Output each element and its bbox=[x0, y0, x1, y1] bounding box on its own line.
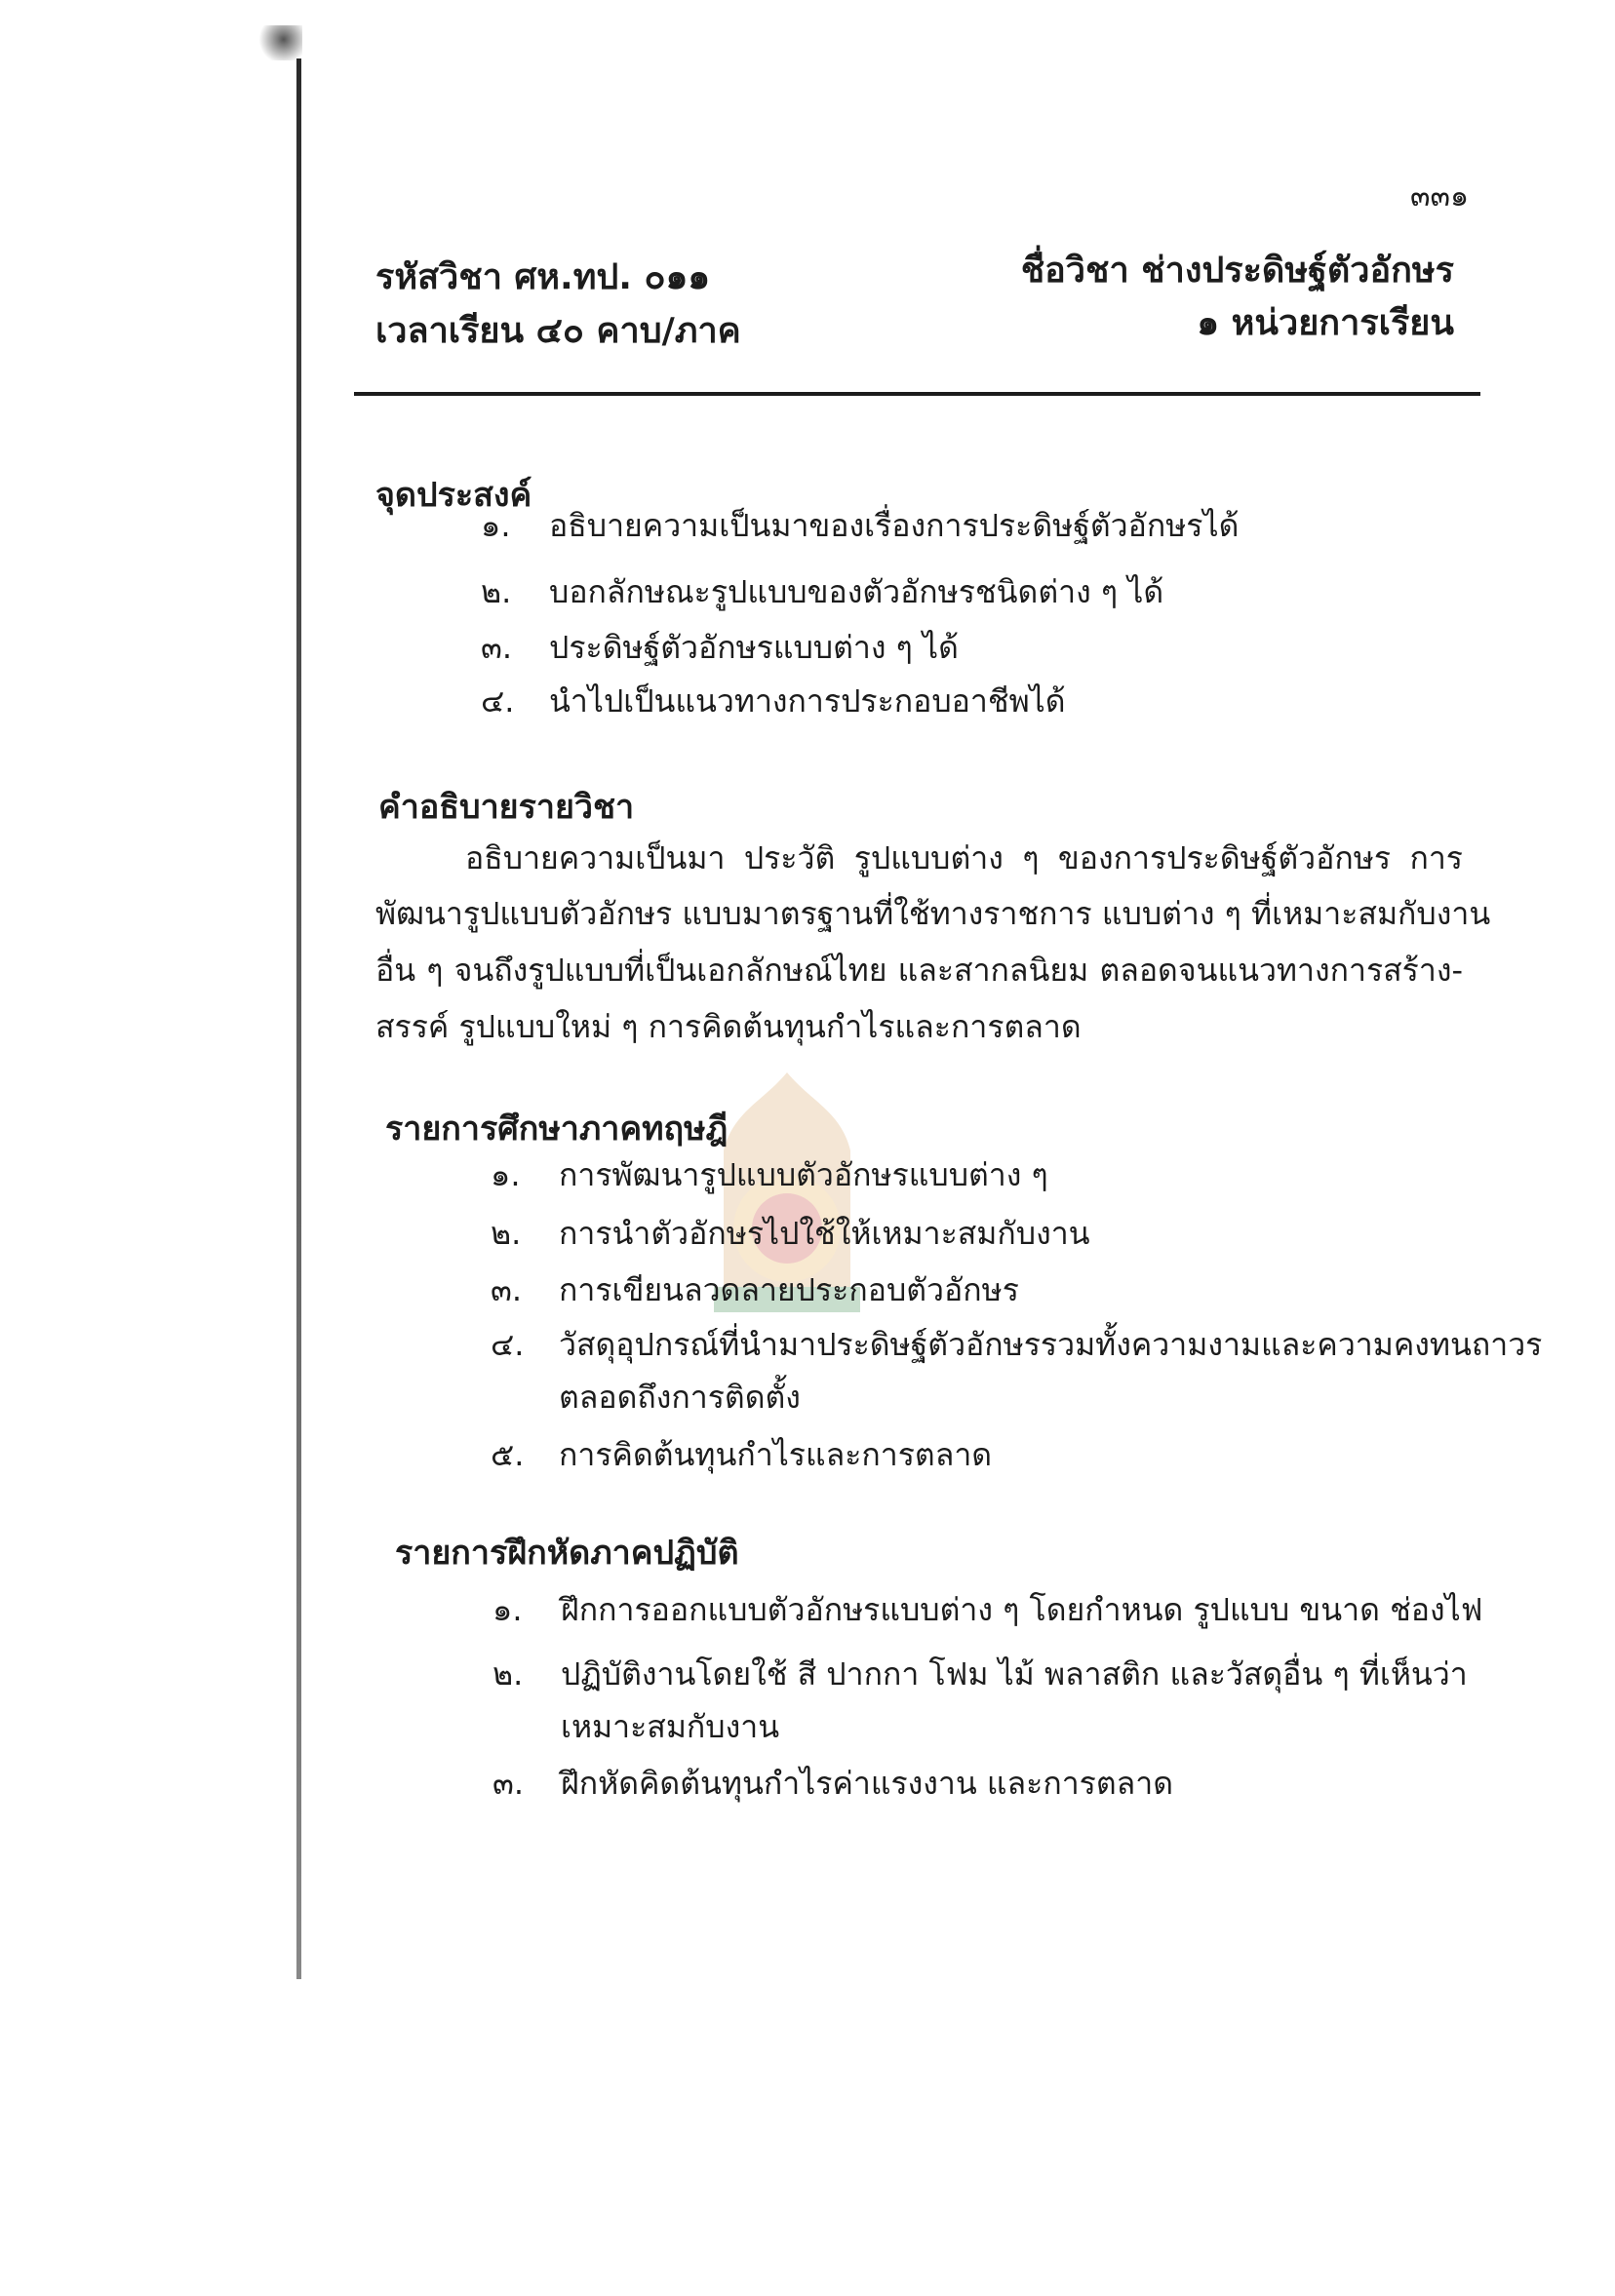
study-time: เวลาเรียน ๔๐ คาบ/ภาค bbox=[375, 311, 741, 351]
item-number: ๒. bbox=[492, 1655, 524, 1693]
item-text: การนำตัวอักษรไปใช้ให้เหมาะสมกับงาน bbox=[559, 1215, 1090, 1252]
item-number: ๒. bbox=[481, 573, 512, 610]
item-number: ๓. bbox=[481, 629, 513, 666]
item-number: ๔. bbox=[481, 682, 515, 720]
objectives-title: จุดประสงค์ bbox=[375, 476, 532, 515]
practice-title: รายการฝึกหัดภาคปฏิบัติ bbox=[395, 1534, 739, 1573]
objective-item bbox=[481, 675, 1066, 727]
objective-item bbox=[481, 565, 1163, 618]
practice-item bbox=[492, 1583, 1482, 1636]
item-number: ๓. bbox=[491, 1271, 523, 1308]
theory-item bbox=[491, 1264, 1019, 1316]
page-number: ๓๓๑ bbox=[1409, 179, 1469, 214]
item-number: ๑. bbox=[481, 507, 511, 544]
scan-shadow bbox=[256, 25, 302, 60]
item-number: ๔. bbox=[491, 1326, 525, 1363]
item-text: วัสดุอุปกรณ์ที่นำมาประดิษฐ์ตัวอักษรรวมทั้งความงามและความคงทนถาวร bbox=[559, 1326, 1543, 1363]
item-number: ๑. bbox=[492, 1591, 523, 1628]
item-text: เหมาะสมกับงาน bbox=[561, 1708, 780, 1745]
item-text: บอกลักษณะรูปแบบของตัวอักษรชนิดต่าง ๆ ได้ bbox=[549, 573, 1164, 610]
theory-item bbox=[491, 1428, 992, 1481]
item-number: ๒. bbox=[491, 1215, 522, 1252]
item-text: ฝึกการออกแบบตัวอักษรแบบต่าง ๆ โดยกำหนด รูปแบบ ขนาด ช่องไฟ bbox=[561, 1591, 1483, 1628]
theory-item bbox=[491, 1207, 1090, 1260]
header-divider bbox=[354, 392, 1480, 396]
item-number: ๑. bbox=[491, 1156, 521, 1193]
item-text: ปฏิบัติงานโดยใช้ สี ปากกา โฟม ไม้ พลาสติก และวัสดุอื่น ๆ ที่เห็นว่า bbox=[561, 1655, 1468, 1693]
practice-item bbox=[492, 1648, 1468, 1700]
item-text: การคิดต้นทุนกำไรและการตลาด bbox=[559, 1436, 993, 1473]
theory-item-continuation bbox=[559, 1371, 801, 1423]
description-line: สรรค์ รูปแบบใหม่ ๆ การคิดต้นทุนกำไรและการตลาด bbox=[375, 1008, 1082, 1045]
theory-title: รายการศึกษาภาคทฤษฎี bbox=[385, 1109, 729, 1148]
item-text: นำไปเป็นแนวทางการประกอบอาชีพได้ bbox=[549, 682, 1066, 720]
description-line: อื่น ๆ จนถึงรูปแบบที่เป็นเอกลักษณ์ไทย และสากลนิยม ตลอดจนแนวทางการสร้าง- bbox=[375, 952, 1463, 989]
theory-item bbox=[491, 1148, 1048, 1201]
course-name: ชื่อวิชา ช่างประดิษฐ์ตัวอักษร bbox=[1020, 251, 1454, 291]
item-text: ตลอดถึงการติดตั้ง bbox=[559, 1379, 801, 1416]
description-title: คำอธิบายรายวิชา bbox=[378, 788, 635, 827]
item-text: การพัฒนารูปแบบตัวอักษรแบบต่าง ๆ bbox=[559, 1156, 1048, 1193]
course-code: รหัสวิชา ศห.ทป. ๐๑๑ bbox=[375, 257, 711, 297]
scan-binding-edge bbox=[296, 58, 301, 1979]
practice-item bbox=[492, 1757, 1173, 1810]
item-number: ๕. bbox=[491, 1436, 525, 1473]
item-text: อธิบายความเป็นมาของเรื่องการประดิษฐ์ตัวอักษรได้ bbox=[549, 507, 1240, 544]
item-text: ฝึกหัดคิดต้นทุนกำไรค่าแรงงาน และการตลาด bbox=[561, 1765, 1173, 1802]
practice-item-continuation bbox=[561, 1700, 779, 1753]
course-units: ๑ หน่วยการเรียน bbox=[1197, 303, 1454, 343]
description-line: อธิบายความเป็นมา ประวัติ รูปแบบต่าง ๆ ของการประดิษฐ์ตัวอักษร การ bbox=[465, 839, 1463, 876]
description-line: พัฒนารูปแบบตัวอักษร แบบมาตรฐานที่ใช้ทางราชการ แบบต่าง ๆ ที่เหมาะสมกับงาน bbox=[375, 895, 1491, 932]
objective-item bbox=[481, 499, 1239, 552]
theory-item bbox=[491, 1318, 1542, 1371]
item-number: ๓. bbox=[492, 1765, 525, 1802]
item-text: ประดิษฐ์ตัวอักษรแบบต่าง ๆ ได้ bbox=[549, 629, 959, 666]
objective-item bbox=[481, 621, 959, 674]
item-text: การเขียนลวดลายประกอบตัวอักษร bbox=[559, 1271, 1019, 1308]
